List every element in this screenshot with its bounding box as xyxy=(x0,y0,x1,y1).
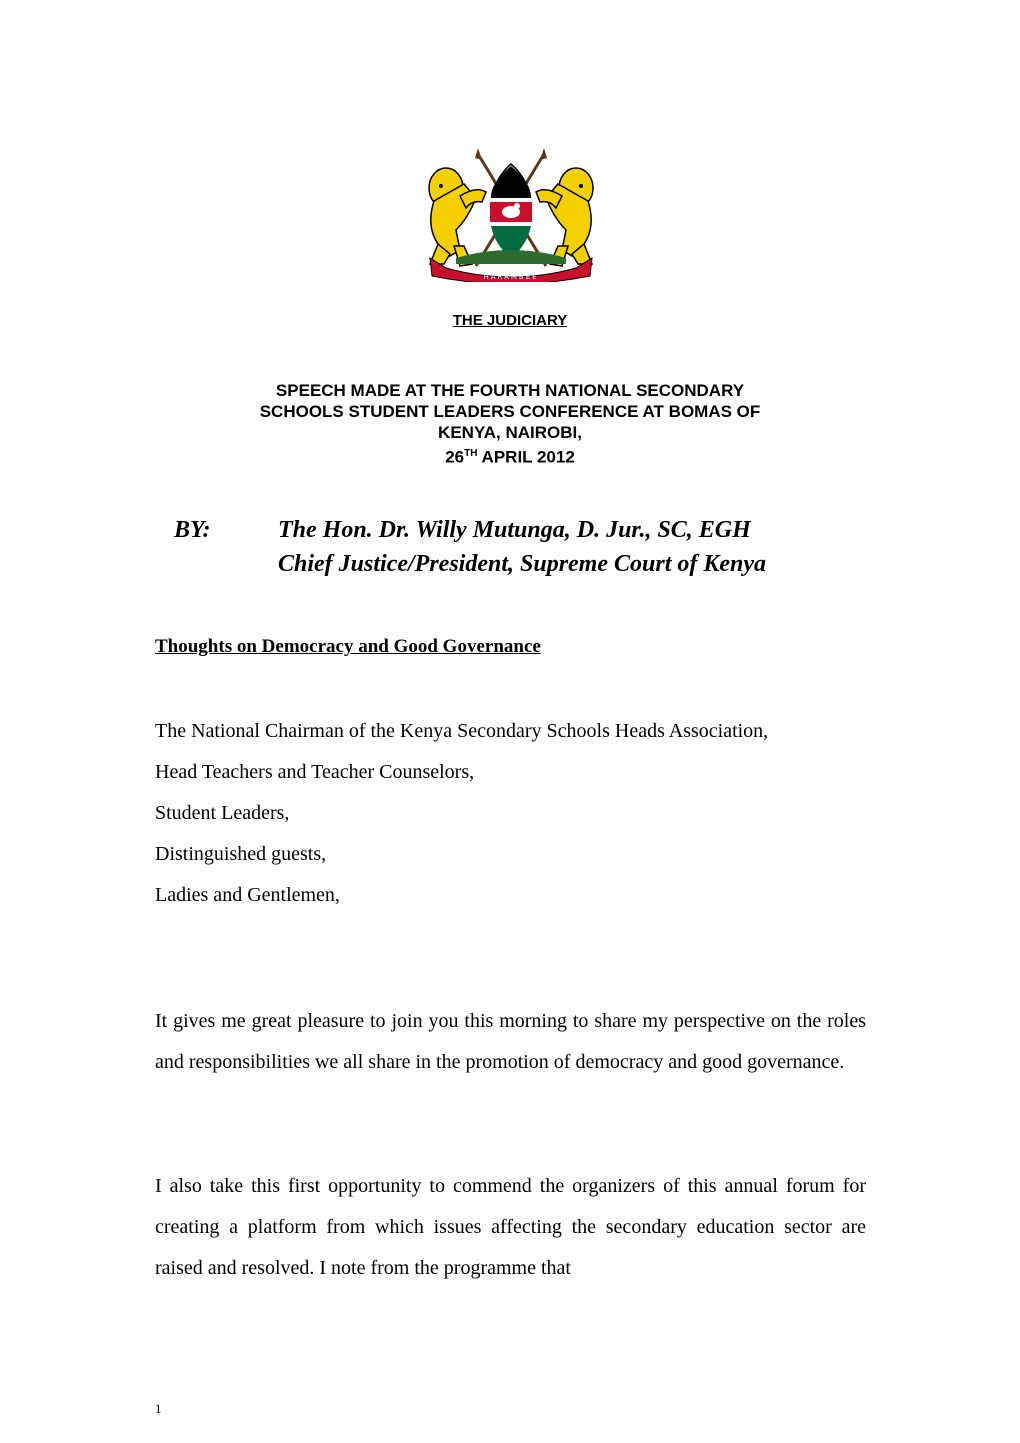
speech-title xyxy=(120,380,900,468)
salutations xyxy=(155,711,866,916)
date-month-year: APRIL 2012 xyxy=(477,447,575,467)
section-heading: Thoughts on Democracy and Good Governance xyxy=(155,636,541,657)
byline-label: BY: xyxy=(174,517,211,543)
speaker-name: The Hon. Dr. Willy Mutunga, D. Jur., SC, EGH xyxy=(278,517,751,543)
body-paragraph xyxy=(155,1166,866,1289)
salutation-line: Ladies and Gentlemen, xyxy=(155,884,340,906)
speech-title-line: KENYA, NAIROBI, xyxy=(438,423,582,442)
institution-heading: THE JUDICIARY xyxy=(452,312,568,329)
speaker-title: Chief Justice/President, Supreme Court of Kenya xyxy=(278,551,767,577)
page-number: 1 xyxy=(155,1401,162,1416)
paragraph-text: I also take this first opportunity to commend the organizers of this annual forum for creating a platform from which issues affecting the secondary education sector are raised and resolved. I note from the programme that xyxy=(155,1175,866,1279)
salutation-line: Student Leaders, xyxy=(155,802,290,824)
svg-text:HARAMBEE: HARAMBEE xyxy=(483,273,539,281)
kenya-coat-of-arms-icon xyxy=(416,146,606,282)
salutation-line: Distinguished guests, xyxy=(155,843,327,865)
body-paragraph xyxy=(155,1001,866,1083)
paragraph-text: It gives me great pleasure to join you this morning to share my perspective on the roles and responsibilities we all share in the promotion of democracy and good governance. xyxy=(155,1010,866,1073)
salutation-line: The National Chairman of the Kenya Secondary Schools Heads Association, xyxy=(155,720,769,742)
date-suffix: TH xyxy=(464,448,478,459)
date-day: 26 xyxy=(445,447,465,467)
speech-title-line: SCHOOLS STUDENT LEADERS CONFERENCE AT BOMAS OF xyxy=(259,402,761,421)
speech-title-line: SPEECH MADE AT THE FOURTH NATIONAL SECONDARY xyxy=(275,381,745,400)
speech-date xyxy=(120,443,900,468)
salutation-line: Head Teachers and Teacher Counselors, xyxy=(155,761,475,783)
